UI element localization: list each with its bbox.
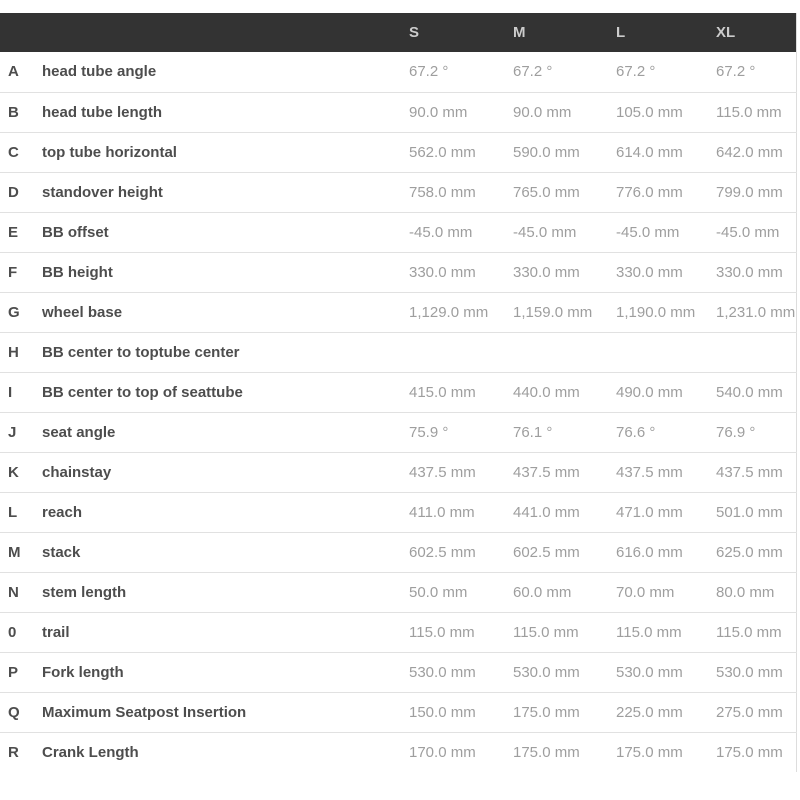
row-value: 75.9 ° bbox=[408, 412, 512, 452]
row-value: 67.2 ° bbox=[616, 63, 656, 81]
row-label: BB center to top of seattube bbox=[34, 372, 408, 412]
table-row bbox=[0, 132, 796, 172]
row-value: 330.0 mm bbox=[408, 252, 512, 292]
row-value: 1,129.0 mm bbox=[408, 292, 512, 332]
row-value: 540.0 mm bbox=[715, 372, 796, 412]
row-label: stack bbox=[34, 532, 408, 572]
row-value: 1,159.0 mm bbox=[512, 292, 615, 332]
row-value: 441.0 mm bbox=[512, 492, 615, 532]
row-value bbox=[715, 332, 796, 372]
row-label: head tube angle bbox=[42, 63, 157, 81]
row-value: 411.0 mm bbox=[408, 492, 512, 532]
row-value: -45.0 mm bbox=[512, 212, 615, 252]
row-value: 330.0 mm bbox=[512, 252, 615, 292]
row-key: F bbox=[0, 252, 34, 292]
row-label: head tube length bbox=[34, 92, 408, 132]
row-value: 60.0 mm bbox=[512, 572, 615, 612]
row-value: 530.0 mm bbox=[715, 652, 796, 692]
table-row bbox=[0, 292, 796, 332]
table-row bbox=[0, 692, 796, 732]
row-value: 530.0 mm bbox=[512, 652, 615, 692]
row-label: reach bbox=[34, 492, 408, 532]
row-key: M bbox=[0, 532, 34, 572]
table-row bbox=[0, 652, 796, 692]
row-value: 150.0 mm bbox=[408, 692, 512, 732]
row-value: 602.5 mm bbox=[512, 532, 615, 572]
row-value: 490.0 mm bbox=[615, 372, 715, 412]
row-value: 330.0 mm bbox=[715, 252, 796, 292]
row-value: 501.0 mm bbox=[715, 492, 796, 532]
row-label: standover height bbox=[34, 172, 408, 212]
row-value: 76.9 ° bbox=[715, 412, 796, 452]
row-key: H bbox=[0, 332, 34, 372]
row-value: 562.0 mm bbox=[408, 132, 512, 172]
row-value: 614.0 mm bbox=[615, 132, 715, 172]
row-value bbox=[408, 332, 512, 372]
row-label: seat angle bbox=[34, 412, 408, 452]
row-value: -45.0 mm bbox=[715, 212, 796, 252]
row-value: 175.0 mm bbox=[512, 732, 615, 772]
table-row bbox=[0, 412, 796, 452]
header-key-spacer bbox=[0, 13, 34, 52]
row-key: P bbox=[0, 652, 34, 692]
row-value: 115.0 mm bbox=[408, 612, 512, 652]
row-value: 415.0 mm bbox=[408, 372, 512, 412]
table-row bbox=[0, 532, 796, 572]
row-value: 330.0 mm bbox=[615, 252, 715, 292]
row-value: 115.0 mm bbox=[715, 612, 796, 652]
row-key: E bbox=[0, 212, 34, 252]
row-value: 625.0 mm bbox=[715, 532, 796, 572]
row-value: 170.0 mm bbox=[408, 732, 512, 772]
size-column-header: S bbox=[408, 13, 512, 52]
row-key: N bbox=[0, 572, 34, 612]
table-row bbox=[0, 92, 796, 132]
row-value: 765.0 mm bbox=[512, 172, 615, 212]
row-value: 175.0 mm bbox=[715, 732, 796, 772]
row-value: 76.6 ° bbox=[615, 412, 715, 452]
row-value: 80.0 mm bbox=[715, 572, 796, 612]
row-key: L bbox=[0, 492, 34, 532]
row-value: 530.0 mm bbox=[408, 652, 512, 692]
header-row bbox=[0, 13, 796, 52]
row-value: 616.0 mm bbox=[615, 532, 715, 572]
row-value: 530.0 mm bbox=[615, 652, 715, 692]
row-value: 437.5 mm bbox=[408, 452, 512, 492]
row-value: 602.5 mm bbox=[408, 532, 512, 572]
row-key: J bbox=[0, 412, 34, 452]
table-row bbox=[0, 492, 796, 532]
table-body bbox=[0, 52, 796, 772]
row-label: Crank Length bbox=[34, 732, 408, 772]
row-key: I bbox=[0, 372, 34, 412]
row-label: wheel base bbox=[34, 292, 408, 332]
size-column-header: M bbox=[512, 13, 615, 52]
row-value: 105.0 mm bbox=[615, 92, 715, 132]
row-value: 115.0 mm bbox=[615, 612, 715, 652]
row-label: BB center to toptube center bbox=[34, 332, 408, 372]
row-value: 67.2 ° bbox=[409, 63, 449, 81]
row-value: 67.2 ° bbox=[513, 63, 553, 81]
table-row bbox=[0, 212, 796, 252]
row-value: 1,190.0 mm bbox=[615, 292, 715, 332]
row-value: 76.1 ° bbox=[512, 412, 615, 452]
table-row bbox=[0, 252, 796, 292]
row-value: 275.0 mm bbox=[715, 692, 796, 732]
row-value: 175.0 mm bbox=[615, 732, 715, 772]
row-label: BB offset bbox=[34, 212, 408, 252]
size-column-header: L bbox=[615, 13, 715, 52]
row-key: R bbox=[0, 732, 34, 772]
header-label-spacer bbox=[34, 13, 408, 52]
row-value: -45.0 mm bbox=[615, 212, 715, 252]
row-key: Q bbox=[0, 692, 34, 732]
row-value: -45.0 mm bbox=[408, 212, 512, 252]
row-value: 776.0 mm bbox=[615, 172, 715, 212]
row-value: 799.0 mm bbox=[715, 172, 796, 212]
row-label: BB height bbox=[34, 252, 408, 292]
row-value: 642.0 mm bbox=[715, 132, 796, 172]
row-label: trail bbox=[34, 612, 408, 652]
table-row bbox=[0, 572, 796, 612]
row-value: 437.5 mm bbox=[715, 452, 796, 492]
row-value: 50.0 mm bbox=[408, 572, 512, 612]
table-row bbox=[0, 372, 796, 412]
table-row bbox=[0, 172, 796, 212]
row-label: top tube horizontal bbox=[34, 132, 408, 172]
row-key: 0 bbox=[0, 612, 34, 652]
row-value bbox=[512, 332, 615, 372]
row-value: 471.0 mm bbox=[615, 492, 715, 532]
row-label: chainstay bbox=[34, 452, 408, 492]
row-value: 758.0 mm bbox=[408, 172, 512, 212]
geometry-table bbox=[0, 13, 797, 772]
table-row bbox=[0, 612, 796, 652]
row-value: 115.0 mm bbox=[512, 612, 615, 652]
row-value: 440.0 mm bbox=[512, 372, 615, 412]
table-row bbox=[0, 732, 796, 772]
table-row bbox=[0, 452, 796, 492]
table-row bbox=[0, 332, 796, 372]
row-key: G bbox=[0, 292, 34, 332]
row-key: A bbox=[8, 63, 19, 81]
row-label: Fork length bbox=[34, 652, 408, 692]
row-key: B bbox=[0, 92, 34, 132]
row-value: 90.0 mm bbox=[408, 92, 512, 132]
row-value: 115.0 mm bbox=[715, 92, 796, 132]
row-label: stem length bbox=[34, 572, 408, 612]
row-value: 67.2 ° bbox=[716, 63, 756, 81]
row-value: 437.5 mm bbox=[615, 452, 715, 492]
row-key: C bbox=[0, 132, 34, 172]
row-value: 90.0 mm bbox=[512, 92, 615, 132]
row-key: D bbox=[0, 172, 34, 212]
size-column-header: XL bbox=[715, 13, 796, 52]
row-value: 175.0 mm bbox=[512, 692, 615, 732]
row-label: Maximum Seatpost Insertion bbox=[34, 692, 408, 732]
row-key: K bbox=[0, 452, 34, 492]
row-value: 437.5 mm bbox=[512, 452, 615, 492]
table-row bbox=[0, 52, 796, 92]
row-value: 590.0 mm bbox=[512, 132, 615, 172]
row-value: 70.0 mm bbox=[615, 572, 715, 612]
row-value: 225.0 mm bbox=[615, 692, 715, 732]
row-value: 1,231.0 mm bbox=[715, 292, 796, 332]
row-value bbox=[615, 332, 715, 372]
